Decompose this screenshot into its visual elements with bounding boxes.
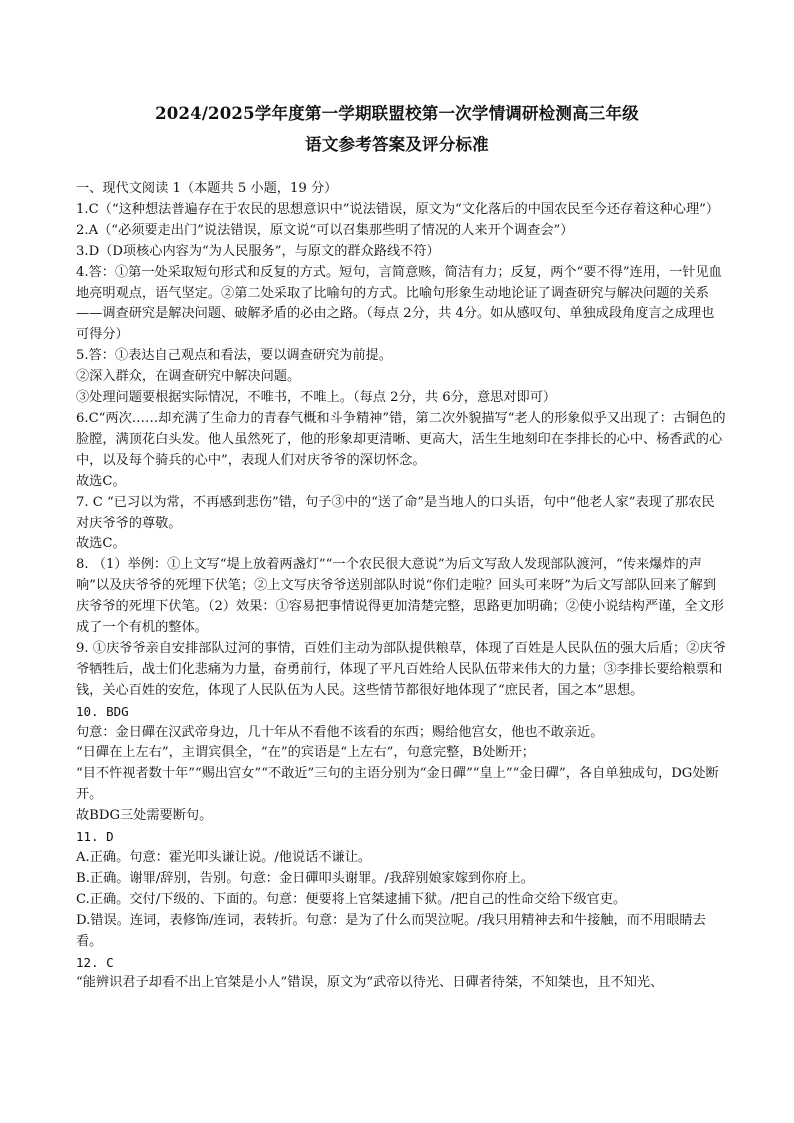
answer-line: ③处理问题要根据实际情况，不唯书，不唯上。（每点 2分，共 6分，意思对即可） (76, 390, 557, 406)
answer-line: “目不忤视者数十年”“赐出宫女”“不敢近”三句的主语分别为“金日磾”“皇上”“金日磾”，各自单独成句，DG处断开。 (76, 766, 719, 803)
answer-line: 12. C (76, 954, 114, 970)
answer-line: 5.答：①表达自己观点和看法，要以调查研究为前提。 (76, 348, 392, 364)
answer-line: 6.C“两次……却充满了生命力的青春气概和斗争精神”错，第二次外貌描写“老人的形象似乎又出现了：古铜色的脸膛，满顶花白头发。他人虽然死了，他的形象却更清晰、更高大，活生生地刻印在李排长的心中、杨香武的心中，以及每个骑兵的心中”，表现人们对庆爷爷的深切怀念。 (76, 410, 726, 468)
answer-line: 句意：金日磾在汉武帝身边，几十年从不看他不该看的东西；赐给他宫女，他也不敢亲近。 (76, 724, 604, 740)
answer-line: D.错误。连词，表修饰/连词，表转折。句意：是为了什么而哭泣呢。/我只用精神去和牛接触，而不用眼睛去看。 (76, 912, 706, 949)
answer-line: 4.答：①第一处采取短句形式和反复的方式。短句，言简意赅，简洁有力；反复，两个“要不得”连用，一针见血地亮明观点，语气坚定。②第二处采取了比喻句的方式。比喻句形象生动地论证了调查研究与解决问题的关系——调查研究是解决问题、破解矛盾的必由之路。（每点 2分，共 4分。如从感叹句、单独成段角度言之成理也可得分） (76, 264, 722, 343)
answer-line: 2.A（“必须要走出门”说法错误，原文说“可以召集那些明了情况的人来开个调查会”） (76, 222, 574, 238)
answer-line: 8. （1）举例：①上文写“堤上放着两盏灯”“一个农民很大意说”为后文写敌人发现部队渡河，“传来爆炸的声响”以及庆爷爷的死埋下伏笔；②上文写庆爷爷送别部队时说“你们走啦？回头可来呀”为后文写部队回来了解到庆爷爷的死埋下伏笔。（2）效果：①容易把事情说得更加清楚完整，思路更加明确；②使小说结构严谨，全文形成了一个有机的整体。 (76, 557, 724, 636)
answer-line: A.正确。句意：霍光叩头谦让说。/他说话不谦让。 (76, 850, 372, 865)
answer-line: ②深入群众，在调查研究中解决问题。 (76, 369, 301, 385)
answer-line: C.正确。交付/下级的、下面的。句意：便要将上官桀逮捕下狱。/把自己的性命交给下级官吏。 (76, 891, 627, 907)
answer-line: 11. D (76, 829, 114, 845)
section-heading: 一、现代文阅读 1（本题共 5 小题，19 分） (76, 181, 338, 196)
answer-line: “日磾在上左右”，主谓宾俱全，“在”的宾语是“上左右”，句意完整，B处断开； (76, 745, 535, 761)
answer-line: 1.C（“这种想法普遍存在于农民的思想意识中”说法错误，原文为“文化落后的中国农民至今还存着这种心理”） (76, 201, 720, 217)
answer-content (76, 179, 726, 994)
answer-line: 9. ①庆爷爷亲自安排部队过河的事情，百姓们主动为部队提供粮草，体现了百姓是人民队伍的强大后盾；②庆爷爷牺牲后，战士们化悲痛为力量，奋勇前行，体现了平凡百姓给人民队伍带来伟大的力量；③李排长要给粮票和钱，关心百姓的安危，体现了人民队伍为人民。这些情节都很好地体现了“庶民者，国之本”思想。 (76, 640, 726, 698)
document-subtitle: 语文参考答案及评分标准 (305, 135, 489, 154)
answer-line: 7. C “已习以为常，不再感到悲伤”错，句子③中的“送了命”是当地人的口头语，句中“他老人家”表现了那农民对庆爷爷的尊敬。 (76, 494, 715, 531)
answer-line: 3.D（D项核心内容为“为人民服务”，与原文的群众路线不符） (76, 243, 440, 259)
answer-line: 10. BDG (76, 703, 129, 719)
answer-line: 故选C。 (76, 536, 126, 552)
answer-line: 故选C。 (76, 473, 126, 489)
answer-line: 故BDG三处需要断句。 (76, 808, 213, 824)
answer-line: B.正确。谢罪/辞别，告别。句意：金日磾叩头谢罪。/我辞别娘家嫁到你府上。 (76, 870, 534, 886)
document-title: 2024/2025学年度第一学期联盟校第一次学情调研检测高三年级 (155, 104, 639, 123)
answer-line: “能辨识君子却看不出上官桀是小人”错误，原文为“武帝以待光、日磾者待桀，不知桀也，且不知光、 (76, 975, 664, 991)
